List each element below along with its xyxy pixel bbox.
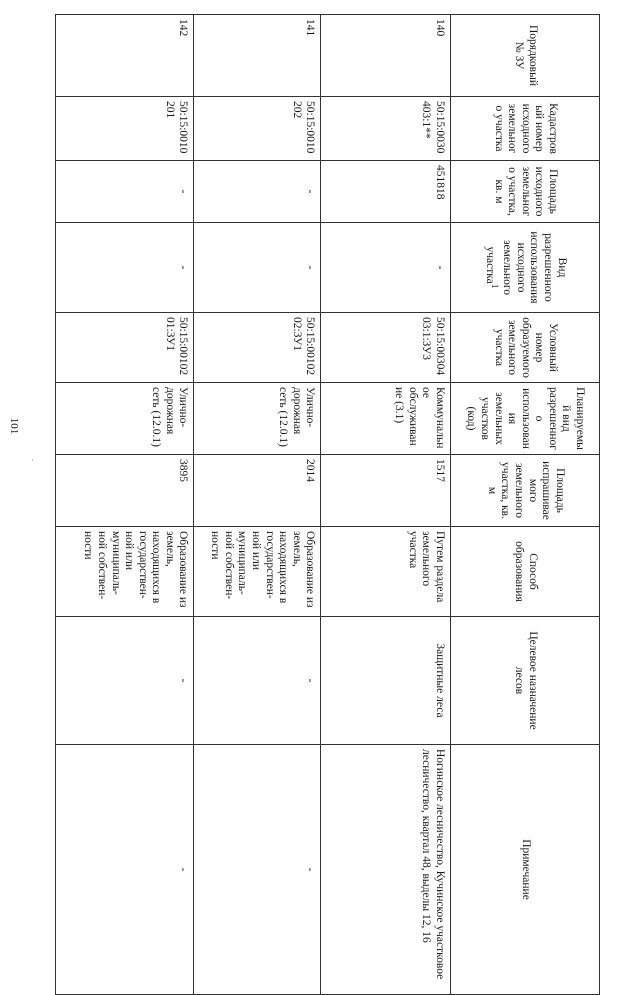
cell-source-vri: - [194, 223, 321, 313]
cell-conditional-number: 50:15:0010201:ЗУ1 [56, 313, 194, 383]
cell-forest-purpose: Защитные леса [321, 617, 451, 745]
table-row [56, 15, 194, 995]
header-forest-purpose: Целевое назначение лесов [450, 617, 599, 745]
cell-remark: Ногинское лесничество, Кучинское участковое лесничество, квартал 48, выделы 12, 16 [321, 745, 451, 995]
cell-ordinal: 141 [194, 15, 321, 97]
header-cadastral-number: Кадастровый номер исходного земельного участка [450, 97, 599, 161]
cell-requested-area: 3895 [56, 455, 194, 527]
page-mark: · [31, 455, 34, 465]
header-remark: Примечание [450, 745, 599, 995]
cell-source-area: - [56, 161, 194, 223]
header-ordinal: Порядковый № ЗУ [450, 15, 599, 97]
cell-formation-method: Путем раздела земельного участка [321, 527, 451, 617]
header-row [450, 15, 599, 995]
cell-cadastral-number: 50:15:0010202 [194, 97, 321, 161]
cell-planned-vri: Коммунальное обслуживание (3.1) [321, 383, 451, 455]
cell-source-area: 451818 [321, 161, 451, 223]
cell-ordinal: 142 [56, 15, 194, 97]
cell-remark: - [194, 745, 321, 995]
cell-source-vri: - [56, 223, 194, 313]
cell-conditional-number: 50:15:0010202:ЗУ1 [194, 313, 321, 383]
header-footnote-mark: 1 [488, 283, 500, 289]
header-requested-area: Площадь испрашиваемого земельного участка, кв. м [450, 455, 599, 527]
cell-requested-area: 1517 [321, 455, 451, 527]
land-plots-table [55, 14, 600, 995]
header-conditional-number: Условный номер образуемого земельного участка [450, 313, 599, 383]
cell-planned-vri: Улично-дорожная сеть (12.0.1) [194, 383, 321, 455]
cell-remark: - [56, 745, 194, 995]
table-row [321, 15, 451, 995]
cell-ordinal: 140 [321, 15, 451, 97]
table-row [194, 15, 321, 995]
cell-cadastral-number: 50:15:0030403:1** [321, 97, 451, 161]
cell-formation-method: Образование из земель, находящихся в государствен-ной или муниципаль-ной собствен-ности [194, 527, 321, 617]
cell-cadastral-number: 50:15:0010201 [56, 97, 194, 161]
cell-planned-vri: Улично-дорожная сеть (12.0.1) [56, 383, 194, 455]
cell-requested-area: 2014 [194, 455, 321, 527]
rotated-table-container [55, 14, 600, 980]
header-source-vri: Вид разрешенного использования исходного земельного участка$^1$ [450, 223, 599, 313]
cell-forest-purpose: - [56, 617, 194, 745]
page-number: 101 [8, 417, 20, 435]
cell-conditional-number: 50:15:0030403:1:ЗУ3 [321, 313, 451, 383]
cell-source-area: - [194, 161, 321, 223]
cell-source-vri: - [321, 223, 451, 313]
header-source-area: Площадь исходного земельного участка, кв. м [450, 161, 599, 223]
cell-forest-purpose: - [194, 617, 321, 745]
header-planned-vri: Планируемый вид разрешенного использования земельных участков (код) [450, 383, 599, 455]
cell-formation-method: Образование из земель, находящихся в государствен-ной или муниципаль-ной собствен-ности [56, 527, 194, 617]
header-formation-method: Способ образования [450, 527, 599, 617]
